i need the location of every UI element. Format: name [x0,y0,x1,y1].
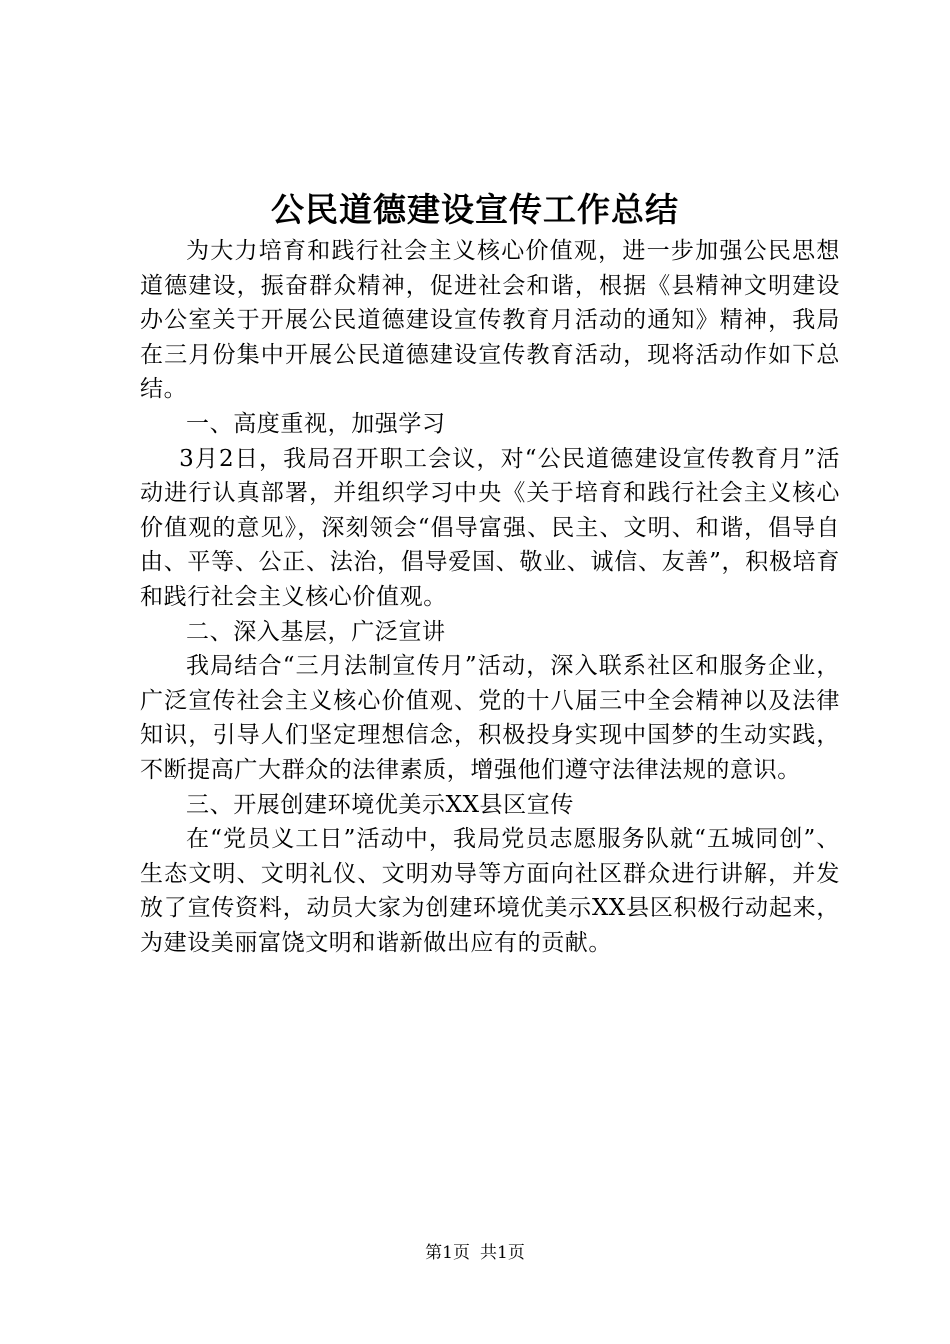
page-number-current: 第1页 [425,1243,470,1263]
section-1-paragraph: 3月2日，我局召开职工会议，对“公民道德建设宣传教育月”活动进行认真部署，并组织学习中央《关于培育和践行社会主义核心价值观的意见》，深刻领会“倡导富强、民主、文明、和谐，倡导自由、平等、公正、法治，倡导爱国、敬业、诚信、友善”，积极培育和践行社会主义核心价值观。 [140,445,840,610]
section-3-paragraph: 在“党员义工日”活动中，我局党员志愿服务队就“五城同创”、生态文明、文明礼仪、文明劝导等方面向社区群众进行讲解，并发放了宣传资料，动员大家为创建环境优美示XX县区积极行动起来，为建设美丽富饶文明和谐新做出应有的贡献。 [140,826,840,956]
section-heading-3: 三、开展创建环境优美示XX县区宣传 [186,791,574,818]
document-body [140,234,840,960]
page-number-total: 共1页 [480,1243,525,1263]
section-2-paragraph: 我局结合“三月法制宣传月”活动，深入联系社区和服务企业，广泛宣传社会主义核心价值观、党的十八届三中全会精神以及法律知识，引导人们坚定理想信念，积极投身实现中国梦的生动实践，不断提高广大群众的法律素质，增强他们遵守法律法规的意识。 [140,653,840,783]
section-heading-2: 二、深入基层，广泛宣讲 [186,618,446,645]
intro-paragraph: 为大力培育和践行社会主义核心价值观，进一步加强公民思想道德建设，振奋群众精神，促进社会和谐，根据《县精神文明建设办公室关于开展公民道德建设宣传教育月活动的通知》精神，我局在三月份集中开展公民道德建设宣传教育活动，现将活动作如下总结。 [140,238,840,403]
document-title: 公民道德建设宣传工作总结 [271,190,679,229]
page-footer [0,1241,950,1265]
section-heading-1: 一、高度重视，加强学习 [186,410,446,437]
